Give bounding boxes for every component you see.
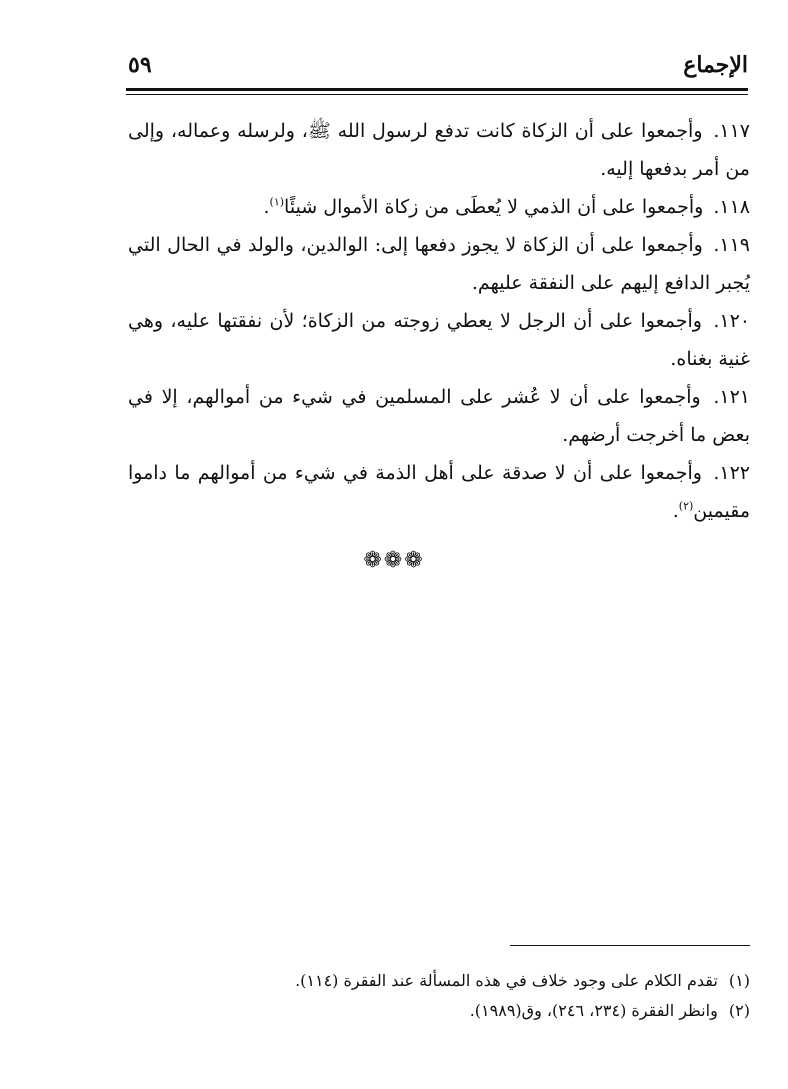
footnote-text: تقدم الكلام على وجود خلاف في هذه المسألة عند الفقرة (١١٤).: [295, 971, 718, 990]
paragraph-number: ١٢٢.: [713, 462, 750, 484]
paragraph-text: وأجمعوا على أن لا صدقة على أهل الذمة في شيء من أموالهم ما داموا مقيمين: [128, 462, 750, 522]
paragraph-number: ١١٧.: [713, 120, 750, 142]
paragraph-117: [128, 112, 750, 188]
footnote-number: (٢): [728, 1001, 750, 1020]
paragraph-number: ١١٩.: [713, 234, 750, 256]
paragraph-end-punct: .: [263, 196, 270, 218]
footnote-2: [128, 996, 750, 1026]
page-number: ٥٩: [128, 52, 152, 78]
section-ornament: ❁❁❁: [363, 548, 425, 573]
paragraph-119: [128, 226, 750, 302]
footnote-1: [128, 966, 750, 996]
header-rule-thick: [126, 88, 748, 91]
paragraph-end-punct: .: [672, 500, 679, 522]
paragraph-number: ١٢٠.: [713, 310, 750, 332]
running-header: [126, 52, 748, 92]
footnote-ref[interactable]: (١): [269, 195, 285, 209]
paragraph-text: وأجمعوا على أن الرجل لا يعطي زوجته من الزكاة؛ لأن نفقتها عليه، وهي غنية بغناه.: [128, 310, 750, 370]
footnotes: [128, 966, 750, 1026]
main-text: [128, 112, 750, 530]
paragraph-text: وأجمعوا على أن الذمي لا يُعطَى من زكاة الأموال شيئًا: [284, 196, 704, 218]
footnote-text: وانظر الفقرة (٢٣٤، ٢٤٦)، وق(١٩٨٩).: [469, 1001, 718, 1020]
paragraph-121: [128, 378, 750, 454]
paragraph-number: ١٢١.: [713, 386, 750, 408]
paragraph-122: [128, 454, 750, 530]
paragraph-text: وأجمعوا على أن الزكاة كانت تدفع لرسول الله ﷺ، ولرسله وعماله، وإلى من أمر بدفعها إليه.: [128, 120, 750, 180]
paragraph-text: وأجمعوا على أن لا عُشر على المسلمين في شيء من أموالهم، إلا في بعض ما أخرجت أرضهم.: [128, 386, 750, 446]
footnote-ref[interactable]: (٢): [678, 499, 694, 513]
paragraph-text: وأجمعوا على أن الزكاة لا يجوز دفعها إلى: الوالدين، والولد في الحال التي يُجبر الدافع إليهم على النفقة عليهم.: [128, 234, 750, 294]
header-rule-thin: [126, 94, 748, 95]
footnote-separator: [510, 945, 750, 946]
footnote-number: (١): [728, 971, 750, 990]
paragraph-120: [128, 302, 750, 378]
header-title: الإجماع: [683, 52, 748, 78]
paragraph-118: [128, 188, 750, 226]
paragraph-number: ١١٨.: [713, 196, 750, 218]
